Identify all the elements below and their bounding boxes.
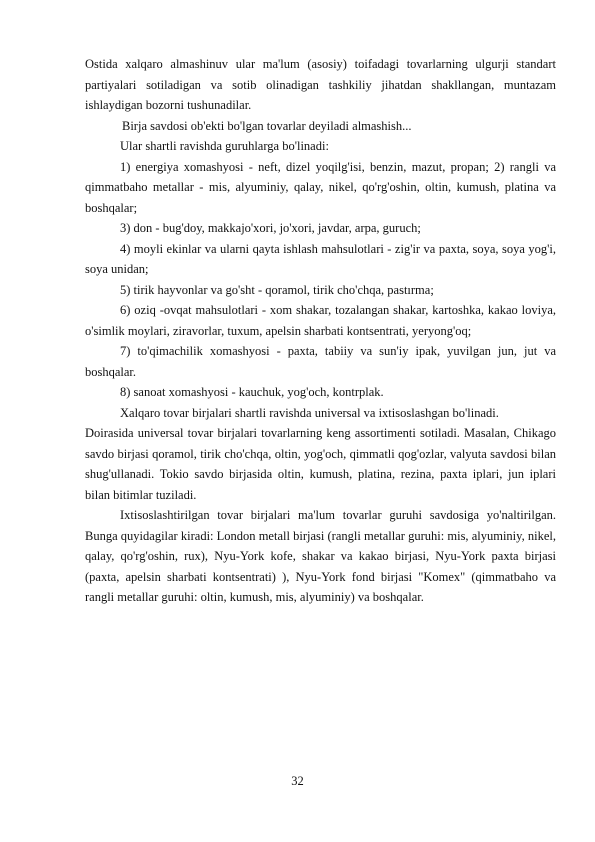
list-item-livestock: 5) tirik hayvonlar va go'sht - qoramol, tirik cho'chqa, pastırma; — [120, 282, 434, 297]
paragraph-specialized-exchanges: Ixtisoslashtirilgan tovar birjalari ma'lum tovarlar guruhi savdosiga yo'naltirilgan. Bunga quyidagilar kiradi: London metall birjasi (rangli metallar guruhi: mis, alyuminiy, nikel, qalay, qo'rg'oshin, rux), Nyu-York kofe, shakar va kakao birjasi, Nyu-York paxta birjasi (paxta, apelsin sharbati kontsentrati) ), Nyu-York fond birjasi "Komex" (qimmatbaho va rangli metallar guruhi: oltin, kumush, mis, alyuminiy) va boshqalar. — [85, 508, 556, 604]
list-item-industrial: 8) sanoat xomashyosi - kauchuk, yog'och, kontrplak. — [120, 385, 384, 399]
paragraph-definition: Ostida xalqaro almashinuv ular ma'lum (asosiy) toifadagi tovarlarning ulgurji standart partiyalari sotiladigan va sotib olinadigan tashkiliy jihatdan shakllangan, muntazam ishlaydigan bozorni tushunadilar. — [85, 57, 556, 112]
paragraph-exchange-goods: Birja savdosi ob'ekti bo'lgan tovarlar deyiladi almashish... — [122, 118, 412, 133]
list-item-food: 6) oziq -ovqat mahsulotlari - xom shakar, tozalangan shakar, kartoshka, kakao loviya, o'simlik moylari, ziravorlar, tuxum, apelsin sharbati kontsentrati, yeryong'oq; — [85, 303, 556, 338]
list-item-energy-metals: 1) energiya xomashyosi - neft, dizel yoqilg'isi, benzin, mazut, propan; 2) rangli va qimmatbaho metallar - mis, alyuminiy, qalay, nikel, qo'rg'oshin, oltin, kumush, platina va boshqalar; — [85, 159, 556, 215]
list-item-oilseeds: 4) moyli ekinlar va ularni qayta ishlash mahsulotlari - zig'ir va paxta, soya, soya yog'i, soya unidan; — [85, 241, 556, 276]
paragraph-groups-intro: Ular shartli ravishda guruhlarga bo'linadi: — [120, 139, 329, 153]
list-item-textile: 7) to'qimachilik xomashyosi - paxta, tabiiy va sun'iy ipak, yuvilgan jun, jut va boshqalar. — [85, 344, 556, 379]
list-item-grain: 3) don - bug'doy, makkajo'xori, jo'xori, javdar, arpa, guruch; — [120, 221, 421, 235]
paragraph-exchange-types: Xalqaro tovar birjalari shartli ravishda universal va ixtisoslashgan bo'linadi. — [120, 405, 499, 420]
body-text — [85, 54, 556, 608]
paragraph-universal-exchanges: Doirasida universal tovar birjalari tovarlarning keng assortimenti sotiladi. Masalan, Chikago savdo birjasi qoramol, tirik cho'chqa, oltin, yog'och, qimmatli qog'ozlar, valyuta savdosi bilan shug'ullanadi. Tokio savdo birjasida oltin, kumush, platina, rezina, paxta iplari, jun iplari bilan bitimlar tuziladi. — [85, 426, 556, 502]
page-number: 32 — [291, 774, 304, 788]
